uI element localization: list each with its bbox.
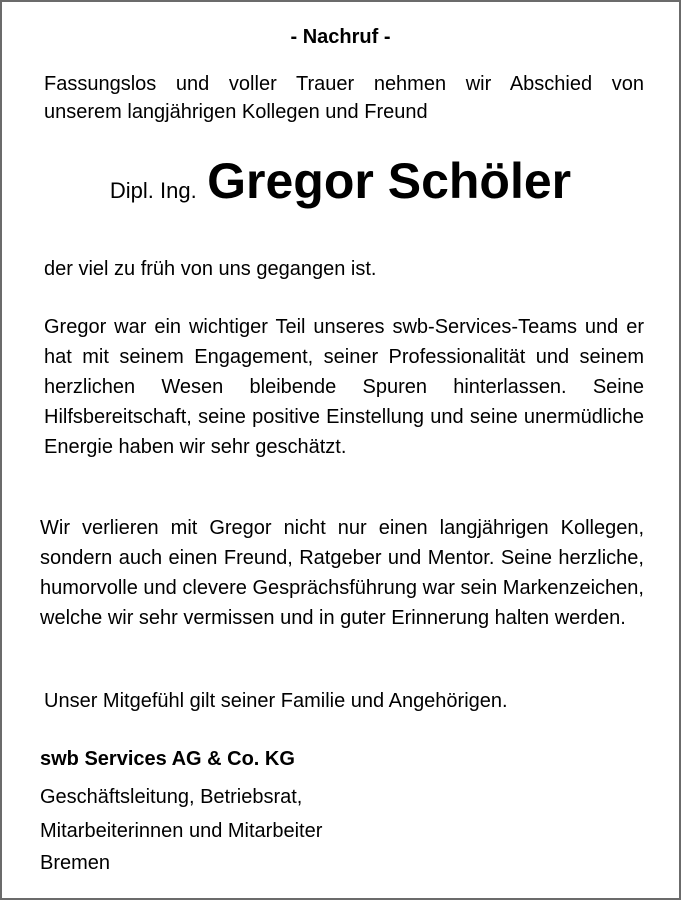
academic-title: Dipl. Ing. <box>109 178 197 203</box>
deceased-name: Gregor Schöler <box>207 153 572 209</box>
intro-line-1: Fassungslos und voller Trauer nehmen wir Abschied von <box>44 73 644 95</box>
notice-heading: - Nachruf - <box>290 26 391 48</box>
tribute-paragraph-2: Wir verlieren mit Gregor nicht nur einen langjährigen Kollegen, sondern auch einen Freund, Ratgeber und Mentor. Seine herzliche, humorvolle und clevere Gesprächsführung war sein Markenzeichen, welche wir sehr vermissen und in guter Erinnerung halten werden. <box>40 517 644 629</box>
signature-line-1: Geschäftsleitung, Betriebsrat, <box>40 786 303 808</box>
tribute-paragraph-1: Gregor war ein wichtiger Teil unseres swb-Services-Teams und er hat mit seinem Engagement, seiner Professionalität und seinem herzlichen Wesen bleibende Spuren hinterlassen. Seine Hilfsbereitschaft, seine positive Einstellung und seine unermüdliche Energie haben wir sehr geschätzt. <box>44 316 644 458</box>
condolence-text: Unser Mitgefühl gilt seiner Familie und Angehörigen. <box>44 690 508 712</box>
signature-line-2: Mitarbeiterinnen und Mitarbeiter <box>40 820 323 842</box>
deceased-name-block <box>2 152 679 210</box>
signature-company: swb Services AG & Co. KG <box>40 748 295 770</box>
intro-text <box>44 70 644 126</box>
passing-statement: der viel zu früh von uns gegangen ist. <box>44 258 377 280</box>
signature-location: Bremen <box>40 852 111 874</box>
intro-line-2: unserem langjährigen Kollegen und Freund <box>44 101 428 123</box>
